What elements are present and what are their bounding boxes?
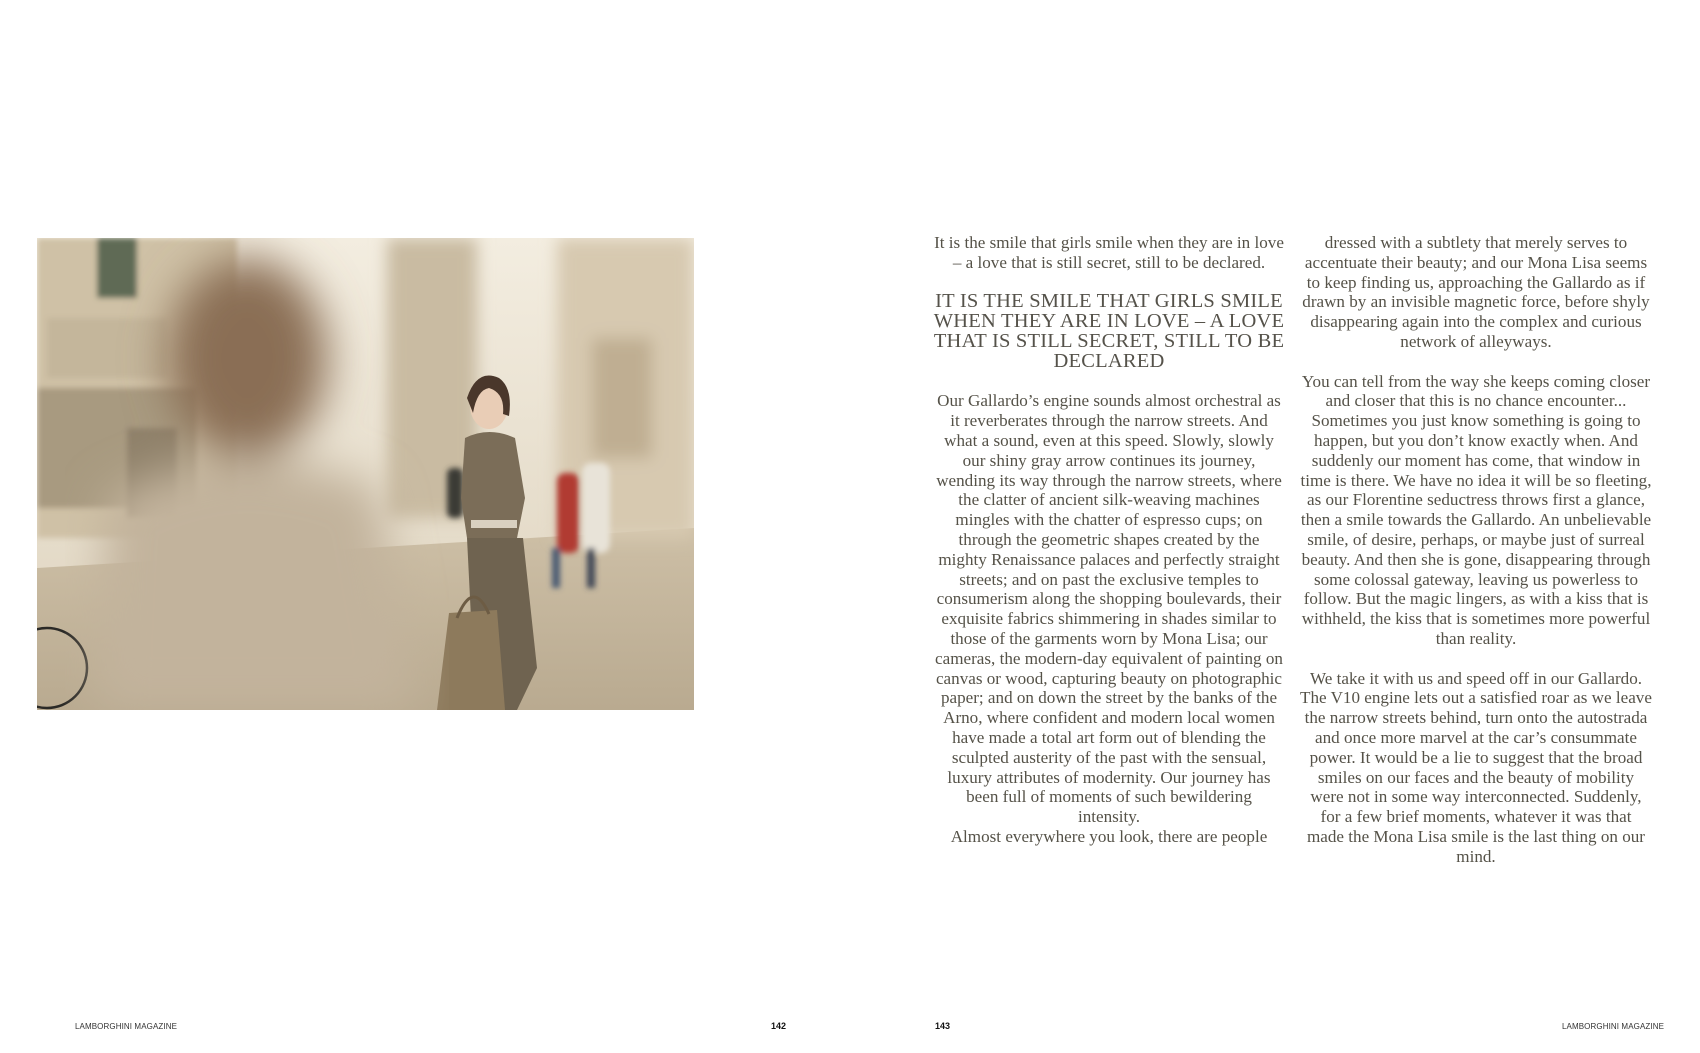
street-photo-illustration <box>37 238 694 710</box>
page-number-right: 143 <box>935 1021 951 1031</box>
body-paragraph: You can tell from the way she keeps coming closer and closer that this is no chance encounter... Sometimes you just know something is going to happen, but you don’t know exactly when. And suddenly our moment has come, that window in time is there. We have no idea it will be so fleeting, as our Florentine seductress throws first a glance, then a smile towards the Gallardo. An unbelievable smile, of desire, perhaps, or maybe just of surreal beauty. And then she is gone, disappearing through some colossal gateway, leaving us powerless to follow. But the magic lingers, as with a kiss that is withheld, the kiss that is sometimes more powerful than reality. <box>1300 371 1652 648</box>
footer-magazine-name-right: LAMBORGHINI MAGAZINE <box>1562 1022 1665 1031</box>
article-column-right <box>1300 233 1652 867</box>
body-continuation: Almost everywhere you look, there are people <box>950 826 1268 846</box>
footer-magazine-name-left: LAMBORGHINI MAGAZINE <box>75 1022 178 1031</box>
body-paragraph: Our Gallardo’s engine sounds almost orchestral as it reverberates through the narrow streets. And what a sound, even at this speed. Slowly, slowly our shiny gray arrow continues its journey, wending its way through the narrow streets, where the clatter of ancient silk-weaving machines mingles with the chatter of espresso cups; on through the geometric shapes created by the mighty Renaissance palaces and perfectly straight streets; and on past the exclusive temples to consumerism along the shopping boulevards, their exquisite fabrics shimmering in shades similar to those of the garments worn by Mona Lisa; our cameras, the modern-day equivalent of painting on canvas or wood, capturing beauty on photographic paper; and on down the street by the banks of the Arno, where confident and modern local women have made a total art form out of blending the sculpted austerity of the past with the sensual, luxury attributes of modernity. Our journey has been full of moments of such bewildering intensity. <box>935 391 1283 827</box>
body-paragraph: dressed with a subtlety that merely serves to accentuate their beauty; and our Mona Lisa seems to keep finding us, approaching the Gallardo as if drawn by an invisible magnetic force, before shyly disappearing again into the complex and curious network of alleyways. <box>1302 233 1650 351</box>
street-photo <box>37 238 694 710</box>
body-paragraph: We take it with us and speed off in our Gallardo. The V10 engine lets out a satisfied roar as we leave the narrow streets behind, turn onto the autostrada and once more marvel at the car’s consummate power. It would be a lie to suggest that the broad smiles on our faces and the beauty of mobility were not in some way interconnected. Suddenly, for a few brief moments, whatever it was that made the Mona Lisa smile is the last thing on our mind. <box>1300 668 1652 866</box>
intro-paragraph: It is the smile that girls smile when they are in love – a love that is still secret, still to be declared. <box>934 233 1284 272</box>
article-column-left <box>933 233 1285 847</box>
page-number-left: 142 <box>771 1021 787 1031</box>
pull-quote: IT IS THE SMILE THAT GIRLS SMILE WHEN THEY ARE IN LOVE – A LOVE THAT IS STILL SECRET, STILL TO BE DECLARED <box>933 290 1285 372</box>
